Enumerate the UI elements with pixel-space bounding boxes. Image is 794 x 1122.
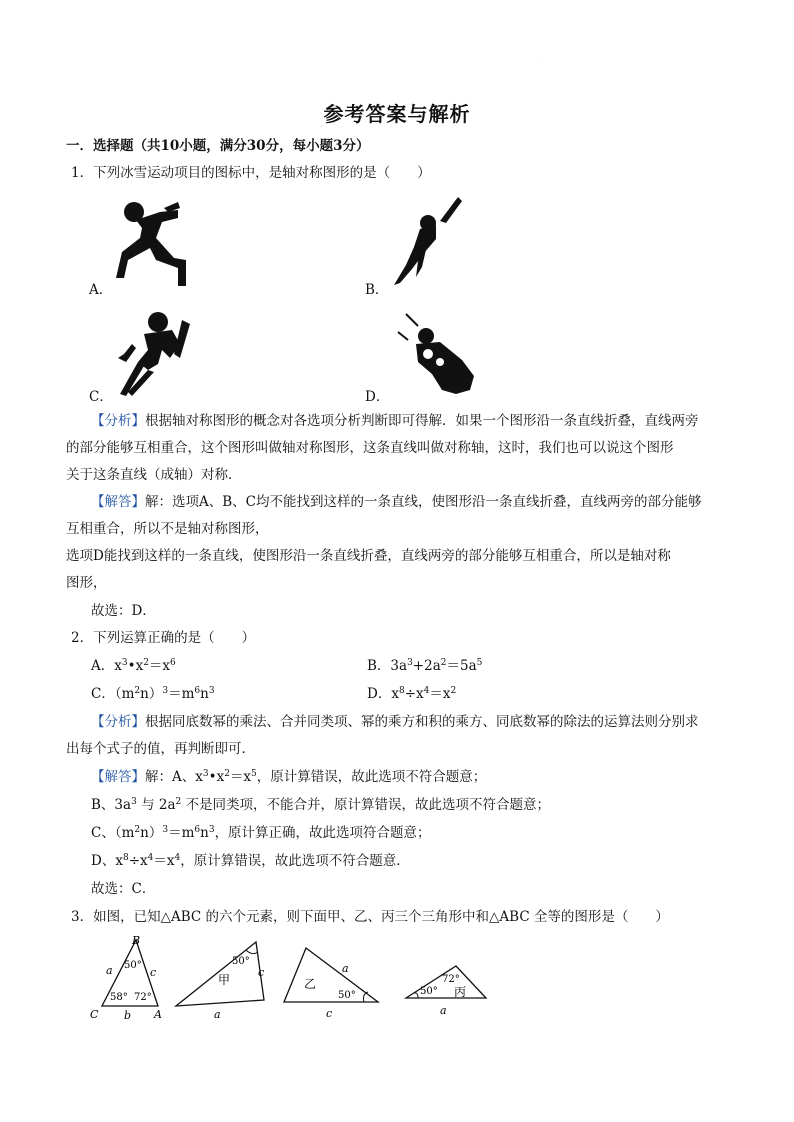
q2-conclusion: 故选：C． — [91, 881, 156, 897]
q2-answer-a: 【解答】解：A、$x^3•x^2=x^5$，原计算错误，故此选项不符合题意； — [91, 769, 487, 785]
yi-side-a: a — [342, 962, 349, 975]
jia-name: 甲 — [218, 973, 231, 987]
label-vertex-c: C — [90, 1008, 99, 1020]
q1-answer-l4: 图形， — [66, 575, 107, 591]
q1-answer-l3: 选项D能找到这样的一条直线，使图形沿一条直线折叠，直线两旁的部分能够互相重合，所以是轴对称 — [66, 548, 671, 564]
q1-option-a: A． — [89, 282, 113, 298]
q2-analysis-l2: 出每个式子的值，再判断即可． — [66, 741, 255, 757]
triangle-bing-diagram — [400, 962, 492, 1018]
label-angle-c: 58° — [110, 992, 128, 1003]
q1-option-d: D． — [365, 389, 390, 405]
q1-analysis-l2: 的部分能够互相重合，这个图形叫做轴对称图形，这条直线叫做对称轴，这时，我们也可以说这个图形 — [66, 440, 674, 456]
yi-side-c: c — [326, 1007, 333, 1020]
q2-option-b: B．$3a^3+2a^2=5a^5$ — [367, 658, 483, 674]
jia-side-a: a — [214, 1008, 221, 1020]
q1-option-c: C． — [89, 389, 113, 405]
section-heading: 一．选择题（共10小题，满分30分，每小题3分） — [66, 138, 370, 154]
skiing-icon-c — [118, 310, 194, 396]
q1-answer-l1: 【解答】解：选项A、B、C均不能找到这样的一条直线，使图形沿一条直线折叠，直线两旁的部分能够 — [91, 494, 702, 510]
yi-angle: 50° — [338, 990, 356, 1001]
label-side-b: b — [124, 1009, 132, 1020]
q2-stem: 2．下列运算正确的是（ ） — [71, 630, 256, 646]
q1-analysis-l3: 关于这条直线（成轴）对称． — [66, 467, 242, 483]
q1-analysis-l1: 【分析】根据轴对称图形的概念对各选项分析判断即可得解．如果一个图形沿一条直线折叠，直线两旁 — [91, 413, 699, 429]
q1-conclusion: 故选：D． — [91, 603, 156, 619]
analysis-tag: 【分析】 — [91, 413, 145, 429]
q2-answer-b: B、$3a^3$ 与 $2a^2$ 不是同类项，不能合并，原计算错误，故此选项不符合题意； — [91, 797, 551, 813]
label-side-a: a — [106, 964, 113, 977]
q2-option-d: D．$x^8\div x^4=x^2$ — [367, 686, 457, 702]
q2-answer-c: C、$(m^2n)^3=m^6n^3$，原计算正确，故此选项符合题意； — [91, 825, 431, 841]
q2-option-a: A．$x^3•x^2=x^6$ — [91, 658, 176, 674]
curling-icon-d — [396, 312, 478, 394]
q2-analysis-l1: 【分析】根据同底数幂的乘法、合并同类项、幂的乘方和积的乘方、同底数幂的除法的运算法则分别求 — [91, 714, 699, 730]
triangle-abc-diagram — [84, 930, 170, 1020]
bing-angle-50: 50° — [420, 986, 438, 997]
label-angle-b: 50° — [124, 960, 142, 971]
bing-name: 丙 — [454, 985, 467, 999]
triangle-yi-diagram — [280, 944, 384, 1020]
q1-option-b: B． — [365, 282, 389, 298]
jia-angle: 50° — [232, 956, 250, 967]
label-vertex-a: A — [154, 1008, 162, 1020]
triangle-jia-diagram — [172, 938, 272, 1020]
faint-mark: · — [538, 58, 540, 65]
q2-answer-d: D、$x^8\div x^4=x^4$，原计算错误，故此选项不符合题意． — [91, 853, 410, 869]
ski-jump-icon-b — [392, 195, 462, 287]
label-angle-a: 72° — [134, 992, 152, 1003]
q2-option-c: C．$(m^2n)^3=m^6n^3$ — [91, 686, 215, 702]
label-side-c: c — [150, 966, 157, 979]
page-title: 参考答案与解析 — [323, 102, 471, 126]
answer-tag: 【解答】 — [91, 494, 145, 510]
bing-side-a: a — [440, 1004, 447, 1017]
yi-name: 乙 — [304, 977, 317, 991]
jia-side-c: c — [258, 966, 265, 979]
skating-icon-a — [116, 198, 192, 288]
label-vertex-b: B — [132, 934, 141, 947]
q3-stem: 3．如图，已知△ABC 的六个元素，则下面甲、乙、丙三个三角形中和△ABC 全等的图形是（ ） — [71, 909, 669, 925]
q1-answer-l2: 互相重合，所以不是轴对称图形， — [66, 521, 269, 537]
bing-angle-72: 72° — [442, 974, 460, 985]
q1-stem: 1．下列冰雪运动项目的图标中，是轴对称图形的是（ ） — [71, 165, 431, 181]
